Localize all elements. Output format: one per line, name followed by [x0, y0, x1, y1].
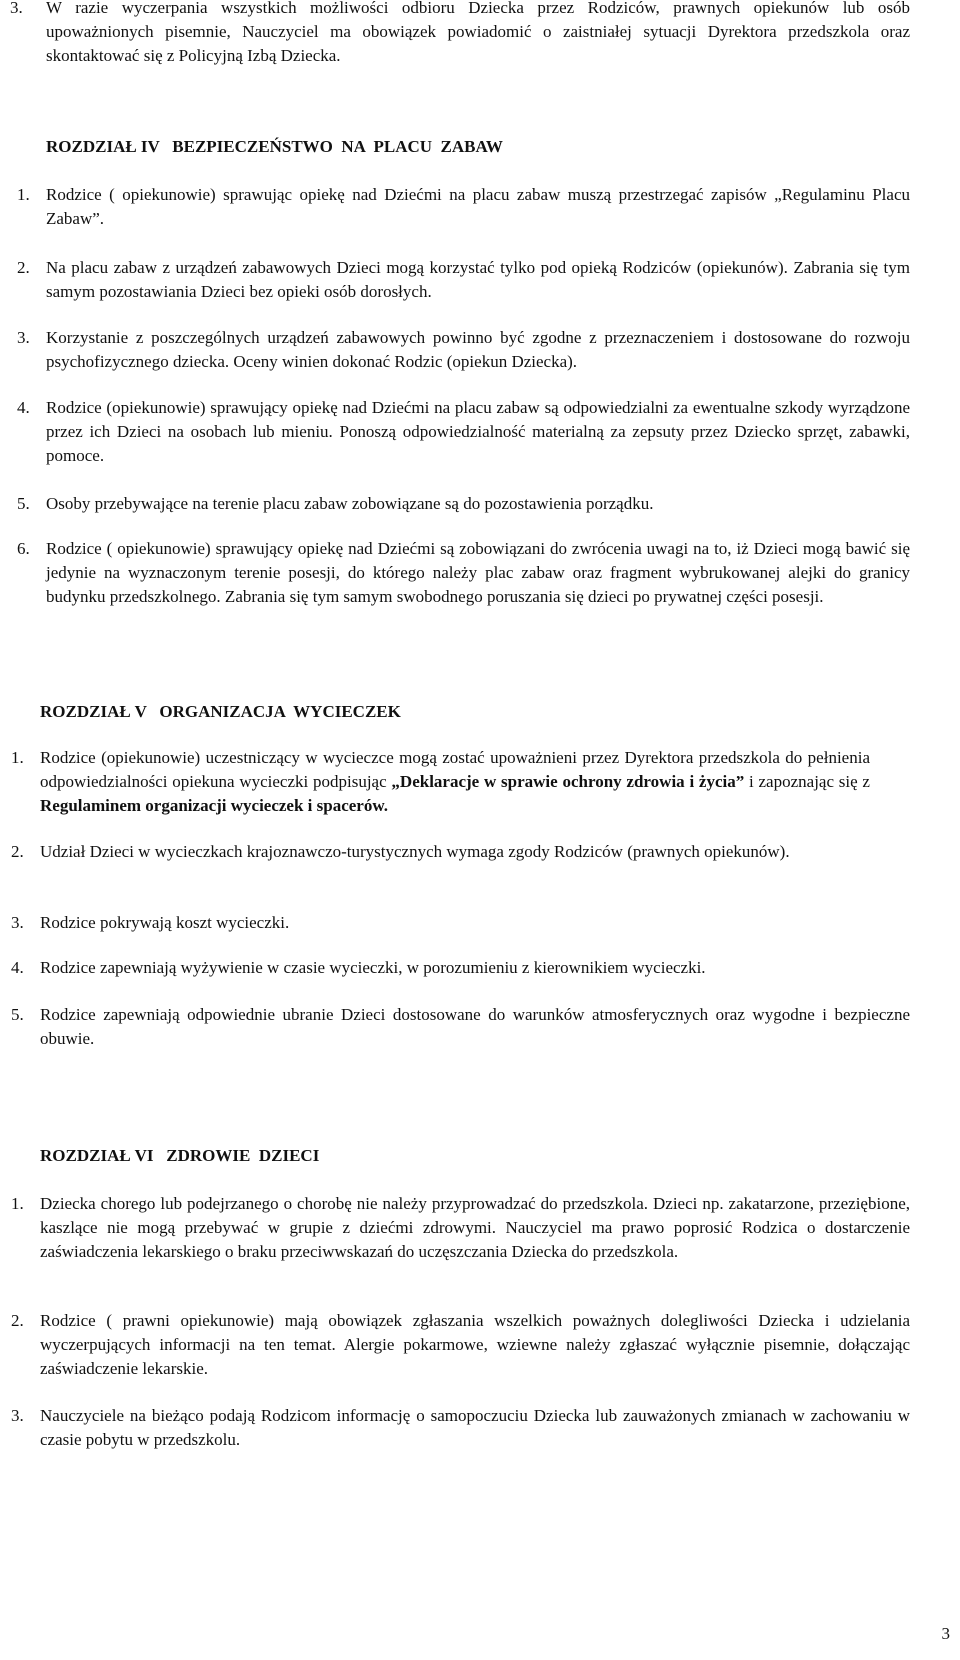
ch5-item-4	[11, 956, 910, 980]
item-number: 6.	[17, 539, 30, 558]
item-text: Udział Dzieci w wycieczkach krajoznawczo-turystycznych wymaga zgody Rodziców (prawnych opiekunów).	[40, 842, 790, 861]
ch5-item-2	[11, 840, 910, 864]
item-number: 1.	[17, 185, 30, 204]
declaration-title: „Deklaracje w sprawie ochrony zdrowia i życia”	[391, 772, 745, 791]
item-number: 3.	[17, 328, 30, 347]
item-text: Rodzice ( prawni opiekunowie) mają obowiązek zgłaszania wszelkich poważnych dolegliwości Dziecka i udzielania wyczerpujących informacji na ten temat. Alergie pokarmowe, wziewne należy zgłaszać wyłącznie pisemnie, dołączając zaświadczenie lekarskie.	[40, 1311, 910, 1378]
item-text: Rodzice (opiekunowie) uczestniczący w wycieczce mogą zostać upoważnieni przez Dyrektora przedszkola do pełnienia odpowiedzialności opiekuna wycieczki podpisując	[40, 748, 870, 791]
item-text: Rodzice zapewniają odpowiednie ubranie Dzieci dostosowane do warunków atmosferycznych oraz wygodne i bezpieczne obuwie.	[40, 1005, 910, 1048]
item-text: Rodzice (opiekunowie) sprawujący opiekę nad Dziećmi na placu zabaw są odpowiedzialni za ewentualne szkody wyrządzone przez ich Dzieci na osobach lub mieniu. Ponoszą odpowiedzialność materialną za zepsuty przez Dziecko sprzęt, zabawki, pomoce.	[46, 398, 910, 465]
item-number: 4.	[11, 958, 24, 977]
chapter-4-heading: ROZDZIAŁ IV BEZPIECZEŃSTWO NA PLACU ZABAW	[46, 137, 503, 156]
item-number: 2.	[11, 1311, 24, 1330]
item-text: i zapoznając się z	[744, 772, 870, 791]
item-number: 3.	[11, 913, 24, 932]
item-number: 2.	[17, 258, 30, 277]
item-text: W razie wyczerpania wszystkich możliwości odbioru Dziecka przez Rodziców, prawnych opiekunów lub osób upoważnionych pisemnie, Nauczyciel ma obowiązek powiadomić o zaistniałej sytuacji Dyrektora przedszkola oraz skontaktować się z Policyjną Izbą Dziecka.	[46, 0, 910, 65]
regulation-title: Regulaminem organizacji wycieczek i spacerów.	[40, 796, 388, 815]
ch6-item-1	[11, 1192, 910, 1264]
ch4-item-3	[17, 326, 910, 374]
ch4-item-2	[17, 256, 910, 304]
ch5-item-5	[11, 1003, 910, 1051]
item-number: 4.	[17, 398, 30, 417]
ch4-item-1	[17, 183, 910, 231]
chapter-5-heading: ROZDZIAŁ V ORGANIZACJA WYCIECZEK	[40, 702, 401, 721]
ch6-item-2	[11, 1309, 910, 1381]
item-text: Rodzice ( opiekunowie) sprawujący opiekę nad Dziećmi są zobowiązani do zwrócenia uwagi na to, iż Dzieci mogą bawić się jedynie na wyznaczonym terenie posesji, do którego należy plac zabaw oraz fragment wybrukowanej alejki do granicy budynku przedszkolnego. Zabrania się tym samym swobodnego poruszania się dzieci po prywatnej części posesji.	[46, 539, 910, 606]
item-number: 2.	[11, 842, 24, 861]
item-text: Na placu zabaw z urządzeń zabawowych Dzieci mogą korzystać tylko pod opieką Rodziców (opiekunów). Zabrania się tym samym pozostawiania Dzieci bez opieki osób dorosłych.	[46, 258, 910, 301]
item-number: 5.	[11, 1005, 24, 1024]
item-number: 3.	[10, 0, 23, 17]
item-text: Rodzice pokrywają koszt wycieczki.	[40, 913, 290, 932]
item-text: Nauczyciele na bieżąco podają Rodzicom informację o samopoczuciu Dziecka lub zauważonych zmianach w zachowaniu w czasie pobytu w przedszkolu.	[40, 1406, 910, 1449]
item-number: 1.	[11, 748, 24, 767]
item-text: Rodzice ( opiekunowie) sprawując opiekę nad Dziećmi na placu zabaw muszą przestrzegać zapisów „Regulaminu Placu Zabaw”.	[46, 185, 910, 228]
ch4-item-6	[17, 537, 910, 609]
item-text: Rodzice zapewniają wyżywienie w czasie wycieczki, w porozumieniu z kierownikiem wycieczki.	[40, 958, 706, 977]
ch5-item-3	[11, 911, 910, 935]
item-number: 1.	[11, 1194, 24, 1213]
ch5-item-1	[11, 746, 870, 818]
ch4-item-5	[17, 492, 910, 516]
item-text: Osoby przebywające na terenie placu zabaw zobowiązane są do pozostawienia porządku.	[46, 494, 654, 513]
ch4-item-4	[17, 396, 910, 468]
chapter-6-heading: ROZDZIAŁ VI ZDROWIE DZIECI	[40, 1146, 320, 1165]
page-number: 3	[941, 1624, 950, 1643]
item-text: Dziecka chorego lub podejrzanego o chorobę nie należy przyprowadzać do przedszkola. Dzieci np. zakatarzone, przeziębione, kaszlące nie mogą przebywać w grupie z dziećmi zdrowymi. Nauczyciel ma prawo poprosić Rodzica o dostarczenie zaświadczenia lekarskiego o braku przeciwwskazań do uczęszczania Dziecka do przedszkola.	[40, 1194, 910, 1261]
item-number: 3.	[11, 1406, 24, 1425]
item-text: Korzystanie z poszczególnych urządzeń zabawowych powinno być zgodne z przeznaczeniem i dostosowane do rozwoju psychofizycznego dziecka. Oceny winien dokonać Rodzic (opiekun Dziecka).	[46, 328, 910, 371]
item-number: 5.	[17, 494, 30, 513]
intro-paragraph	[10, 0, 910, 68]
ch6-item-3	[11, 1404, 910, 1452]
